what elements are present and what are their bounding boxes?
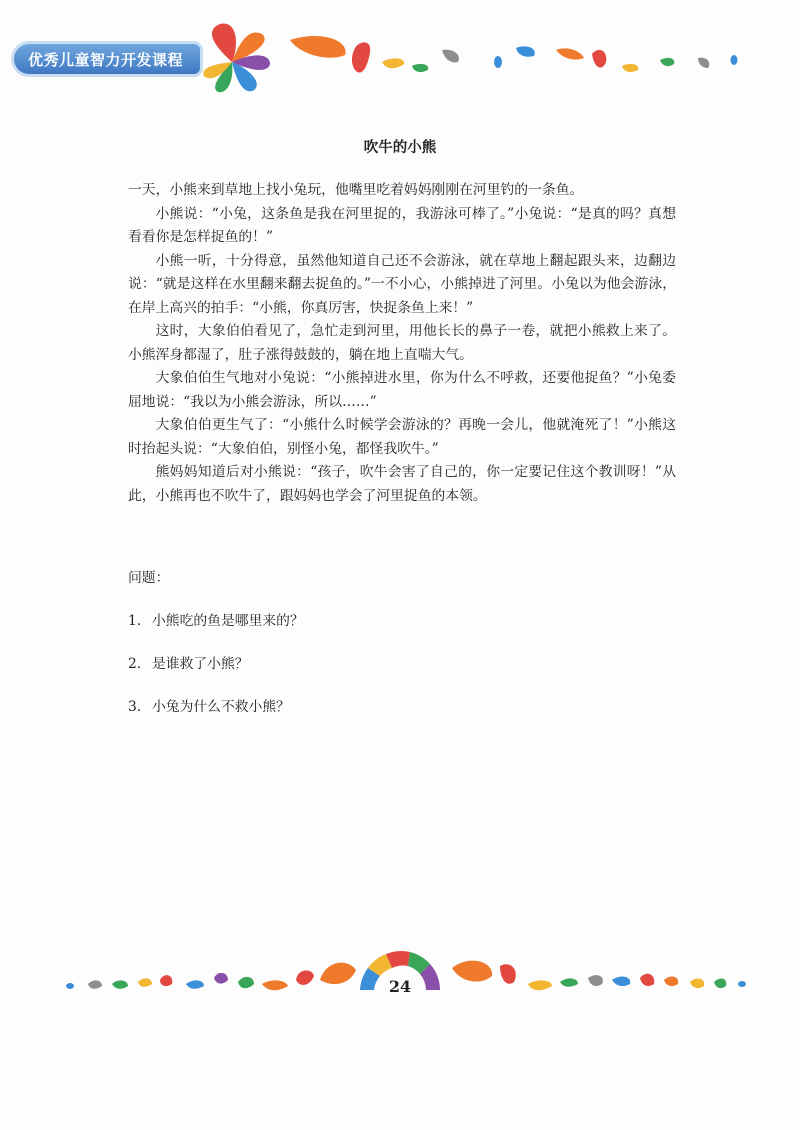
course-banner <box>14 44 200 74</box>
story-paragraph: 大象伯伯更生气了：“小熊什么时候学会游泳的？再晚一会儿，他就淹死了！”小熊这时抬起头说：“大象伯伯，别怪小兔，都怪我吹牛。” <box>128 417 676 457</box>
story-paragraph: 小熊一听，十分得意，虽然他知道自己还不会游泳，就在草地上翻起跟头来，边翻边说：“就是这样在水里翻来翻去捉鱼的。”一不小心，小熊掉进了河里。小兔以为他会游泳，在岸上高兴的拍手：“小熊，你真厉害，快捉条鱼上来！” <box>128 252 676 316</box>
question-text: 小熊吃的鱼是哪里来的？ <box>152 613 304 629</box>
questions-heading: 问题： <box>128 570 170 586</box>
question-number: 3. <box>128 699 142 715</box>
course-label: 优秀儿童智力开发课程 <box>28 51 184 69</box>
story-paragraph: 大象伯伯生气地对小兔说：“小熊掉进水里，你为什么不呼救，还要他捉鱼？”小兔委屈地说：“我以为小熊会游泳，所以……” <box>128 370 676 410</box>
question-number: 2. <box>128 656 142 672</box>
footer-petals-right <box>452 961 746 991</box>
story-body <box>128 179 676 508</box>
story-paragraph: 这时，大象伯伯看见了，急忙走到河里，用他长长的鼻子一卷，就把小熊救上来了。小熊浑身都湿了，肚子涨得鼓鼓的，躺在地上直喘大气。 <box>128 323 676 363</box>
header-flower <box>203 24 270 93</box>
question-text: 是谁救了小熊？ <box>152 656 249 672</box>
footer-petal-decoration <box>0 940 800 1010</box>
story-paragraph: 小熊说：“小兔，这条鱼是我在河里捉的，我游泳可棒了。”小兔说：“是真的吗？真想看看你是怎样捉鱼的！” <box>128 205 676 245</box>
page-number: 24 <box>388 977 412 996</box>
header-petals <box>290 36 738 73</box>
question-item <box>128 609 304 629</box>
footer-petals-left <box>66 963 356 991</box>
question-text: 小兔为什么不救小熊？ <box>152 699 290 715</box>
question-item <box>128 652 249 672</box>
question-item <box>128 695 290 715</box>
story-paragraph: 熊妈妈知道后对小熊说：“孩子，吹牛会害了自己的，你一定要记住这个教训呀！”从此，小熊再也不吹牛了，跟妈妈也学会了河里捉鱼的本领。 <box>128 464 676 504</box>
story-paragraph: 一天，小熊来到草地上找小兔玩，他嘴里吃着妈妈刚刚在河里钓的一条鱼。 <box>128 182 584 198</box>
question-number: 1. <box>128 613 142 629</box>
story-title: 吹牛的小熊 <box>363 140 437 156</box>
